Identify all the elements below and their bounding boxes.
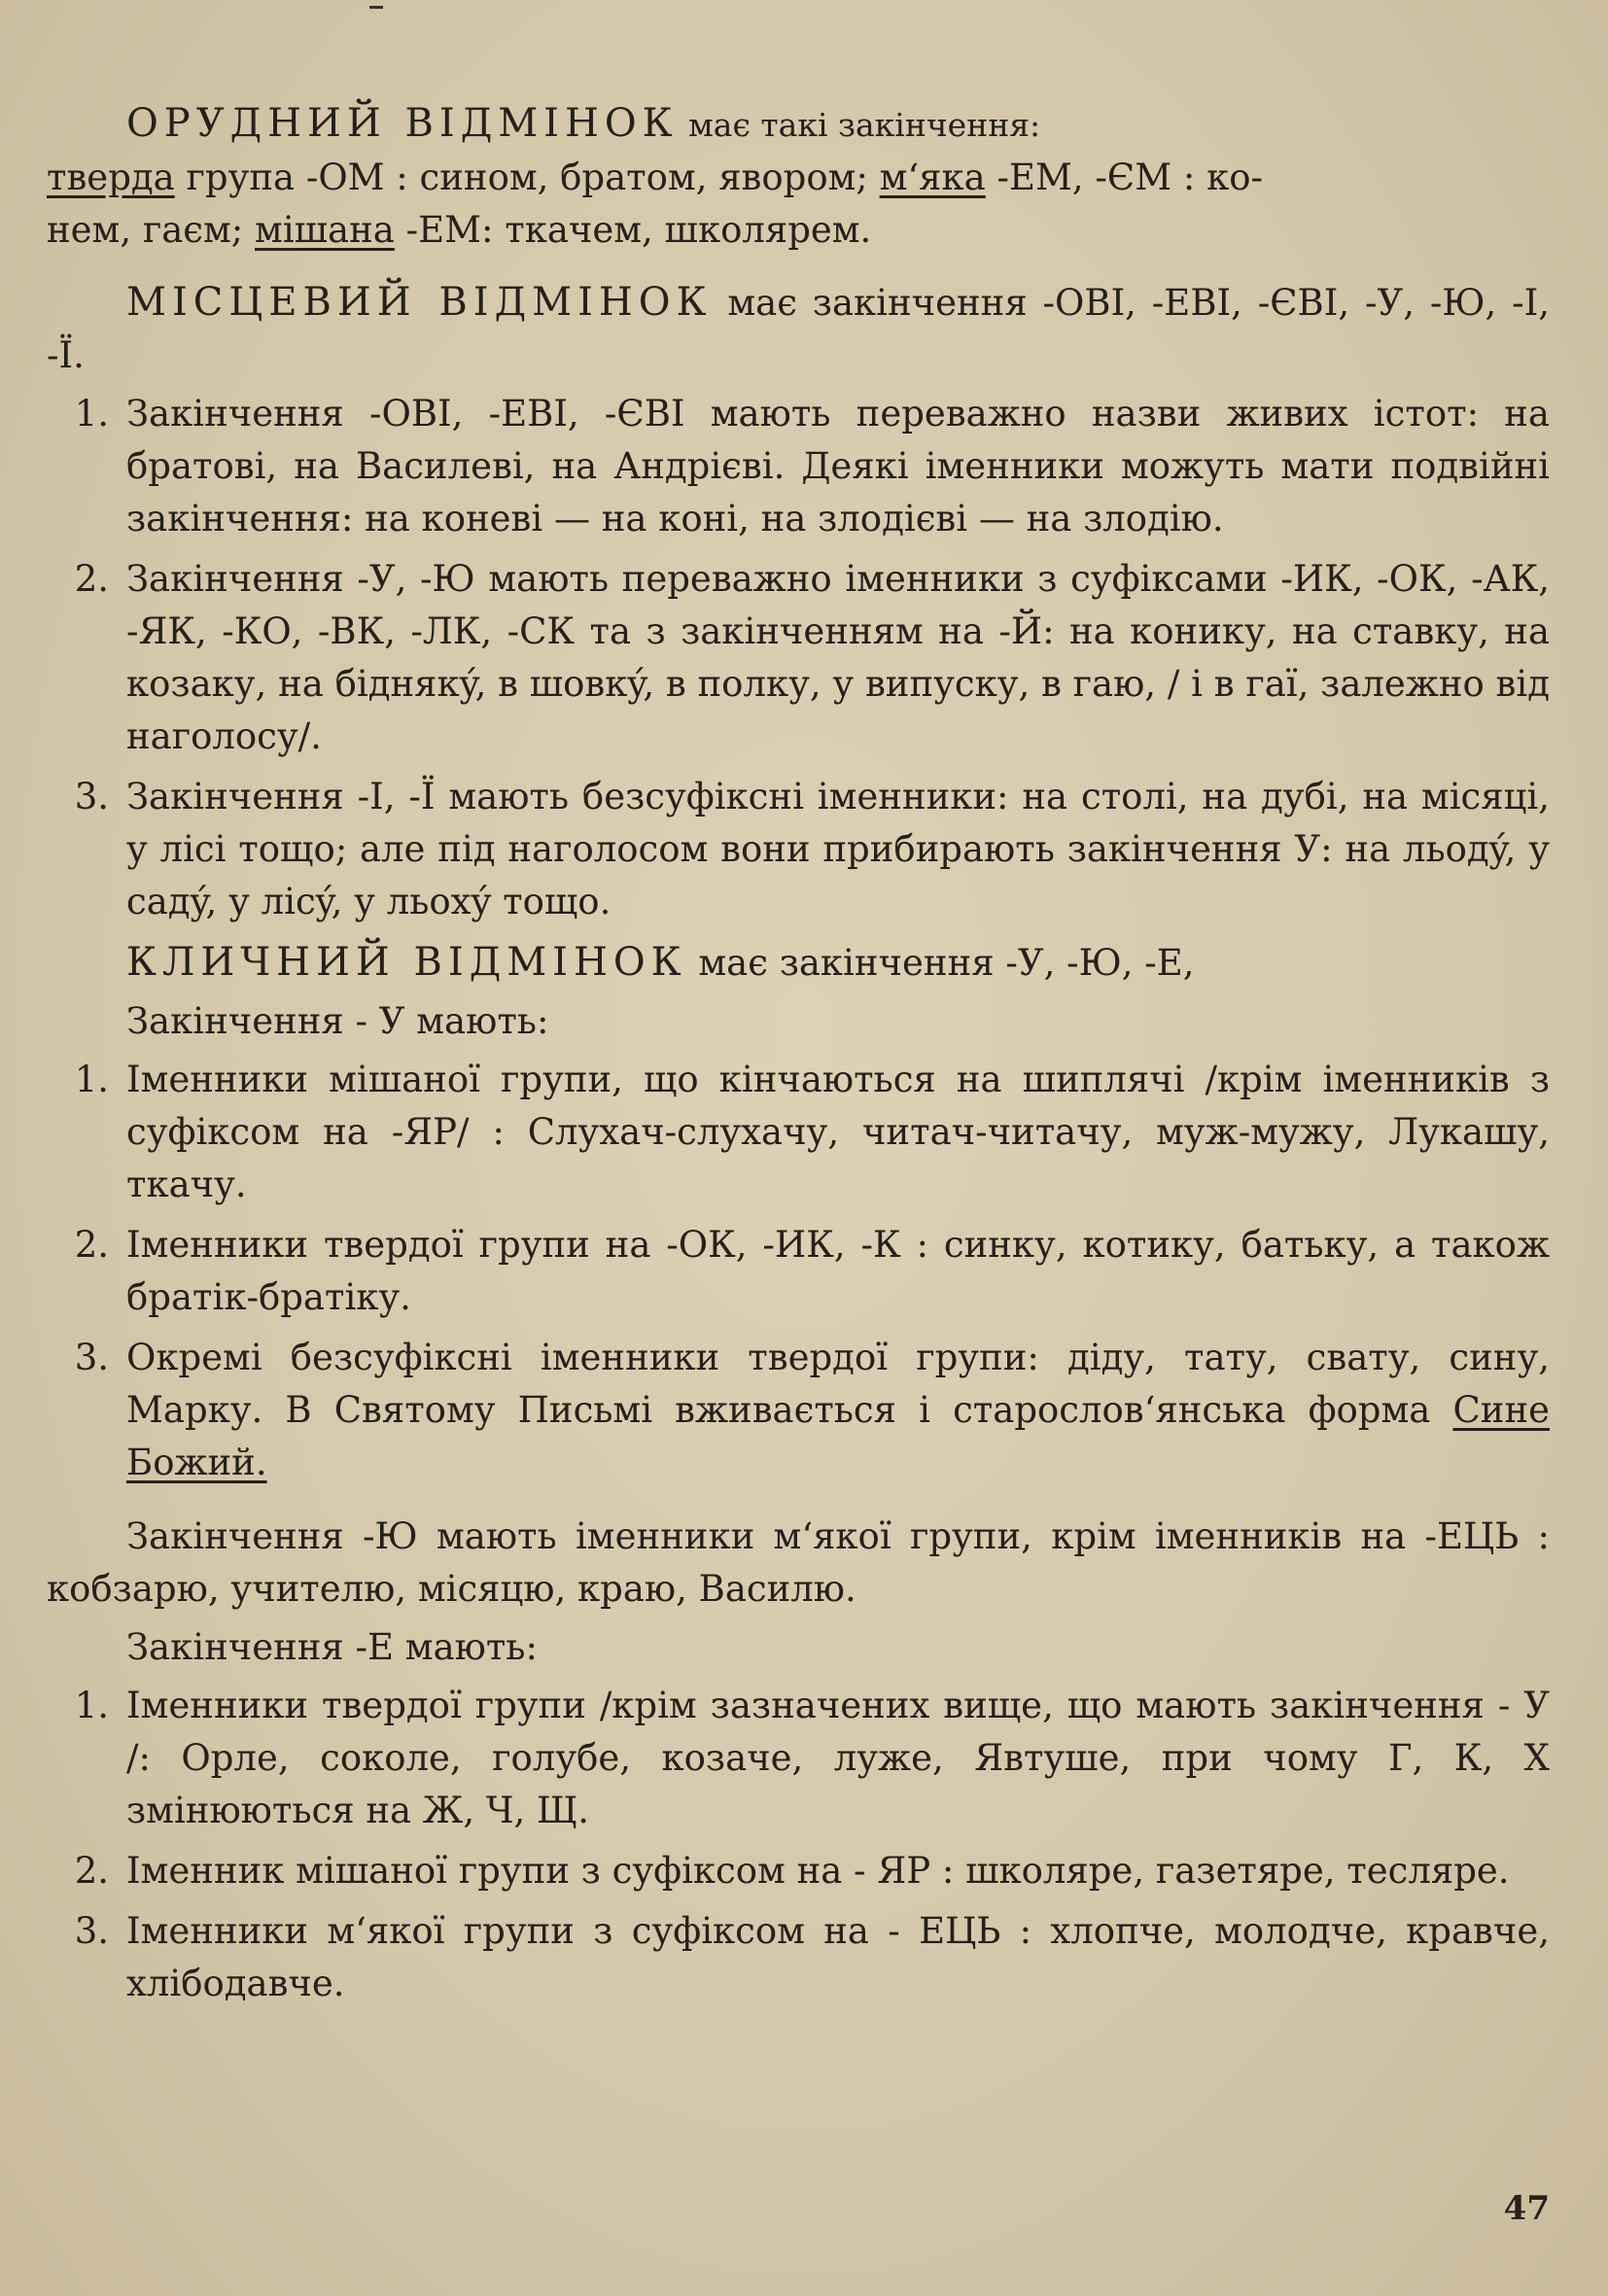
list-item bbox=[47, 1332, 1550, 1489]
vocative-heading-tail: має закінчення -У, -Ю, -Е, bbox=[686, 942, 1195, 984]
e-ending-list bbox=[47, 1680, 1550, 2010]
u-ending-intro: Закінчення - У мають: bbox=[126, 1000, 549, 1042]
u-ending-list bbox=[47, 1054, 1550, 1489]
item-number: 3. bbox=[74, 776, 109, 818]
instrumental-heading-tail: має такі закінчення: bbox=[678, 106, 1041, 144]
locative-case-heading: МІСЦЕВИЙ ВІДМІНОК bbox=[126, 280, 713, 325]
item-number: 3. bbox=[74, 1910, 109, 1952]
locative-heading-tail: має закінчення -ОВІ, -ЕВІ, -ЄВІ, -У, -Ю, -І, -Ї. bbox=[47, 282, 1550, 376]
item-text: Іменники м‘якої групи з суфіксом на - ЕЦЬ : хлопче, молодче, кравче, хлібодавче. bbox=[126, 1910, 1550, 2004]
mixed-group-text: -ЕМ: ткачем, школярем. bbox=[394, 209, 872, 251]
instrumental-heading-line bbox=[47, 97, 1550, 152]
list-item bbox=[47, 1054, 1550, 1211]
list-item bbox=[47, 388, 1550, 545]
soft-group-text-cont: нем, гаєм; bbox=[47, 209, 256, 251]
item-text: Закінчення -У, -Ю мають переважно іменники з суфіксами -ИК, -ОК, -АК, -ЯК, -КО, -ВК, -ЛК, -СК та з закінченням на -Й: на конику, на ставку, на козаку, на біднякý, в шовкý, в полку, у випуску, в гаю, / і в гаї, залежно від наголосу/. bbox=[126, 558, 1550, 757]
item-number: 2. bbox=[74, 558, 109, 600]
list-item bbox=[47, 1845, 1550, 1897]
item-text bbox=[126, 1332, 1550, 1489]
vocative-case-heading: КЛИЧНИЙ ВІДМІНОК bbox=[126, 940, 687, 985]
underlined-phrase: Сине Божий. bbox=[126, 1389, 1550, 1483]
hard-group-text: група -ОМ : сином, братом, явором; bbox=[174, 157, 880, 198]
item-text: Закінчення -І, -Ї мають безсуфіксні іменники: на столі, на дубі, на місяці, у лісі тощо; але під наголосом вони прибирають закінчення У: на льодý, у садý, у лісý, у льохý тощо. bbox=[126, 776, 1550, 922]
vocative-heading-line bbox=[47, 936, 1550, 990]
decorative-dash bbox=[369, 6, 383, 9]
item-number: 1. bbox=[74, 393, 109, 435]
hard-group-label: тверда bbox=[47, 157, 175, 198]
item-text: Іменники твердої групи /крім зазначених вище, що мають закінчення - У /: Орле, соколе, голубе, козаче, луже, Явтуше, при чому Г, К, Х змінюються на Ж, Ч, Щ. bbox=[126, 1685, 1550, 1831]
item-text: Іменники твердої групи на -ОК, -ИК, -К : синку, котику, батьку, а також братік-братіку. bbox=[126, 1224, 1550, 1318]
page-number: 47 bbox=[1503, 2189, 1550, 2228]
item-text: Закінчення -ОВІ, -ЕВІ, -ЄВІ мають переважно назви живих істот: на братові, на Василеві, на Андрієві. Деякі іменники можуть мати подвійні закінчення: на коневі — на коні, на злодієві — на злодію. bbox=[126, 393, 1550, 539]
soft-group-label: м‘яка bbox=[879, 157, 986, 198]
mixed-group-label: мішана bbox=[255, 209, 395, 251]
instrumental-case-heading: ОРУДНИЙ ВІДМІНОК bbox=[126, 101, 679, 146]
list-item bbox=[47, 1219, 1550, 1324]
list-item bbox=[47, 771, 1550, 928]
instrumental-body bbox=[47, 152, 1550, 257]
item-number: 3. bbox=[74, 1337, 109, 1378]
locative-heading-line bbox=[47, 276, 1550, 382]
item-text: Іменники мішаної групи, що кінчаються на шиплячі /крім іменників з суфіксом на -ЯР/ : Слухач-слухачу, читач-читачу, муж-мужу, Лукашу, ткачу. bbox=[126, 1059, 1550, 1205]
yu-ending-paragraph: Закінчення -Ю мають іменники м‘якої групи, крім іменників на -ЕЦЬ : кобзарю, учителю, місяцю, краю, Василю. bbox=[47, 1515, 1550, 1610]
soft-group-text: -ЕМ, -ЄМ : ко- bbox=[985, 157, 1263, 198]
item-number: 2. bbox=[74, 1850, 109, 1892]
list-item bbox=[47, 1905, 1550, 2010]
item-number: 1. bbox=[74, 1685, 109, 1726]
list-item bbox=[47, 1680, 1550, 1837]
item-text: Іменник мішаної групи з суфіксом на - ЯР : школяре, газетяре, тесляре. bbox=[126, 1850, 1510, 1892]
item-number: 2. bbox=[74, 1224, 109, 1266]
item-text-body: Окремі безсуфіксні іменники твердої групи: діду, тату, свату, сину, Марку. В Святому Письмі вживається і старослов‘янська форма bbox=[126, 1337, 1550, 1431]
item-number: 1. bbox=[74, 1059, 109, 1100]
e-ending-intro: Закінчення -Е мають: bbox=[126, 1626, 538, 1668]
locative-list bbox=[47, 388, 1550, 928]
list-item bbox=[47, 553, 1550, 763]
